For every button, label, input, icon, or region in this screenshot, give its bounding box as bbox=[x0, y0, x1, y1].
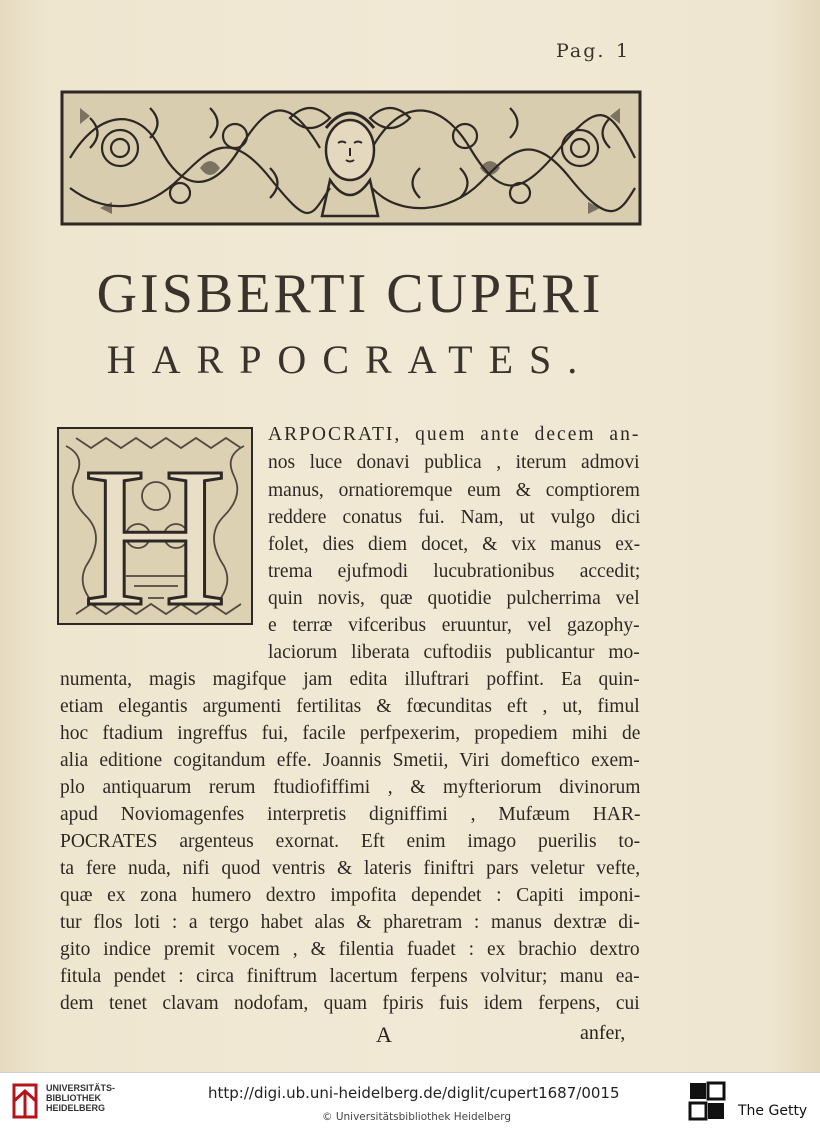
text-line: laciorum liberata cuftodiis publicantur mo- bbox=[268, 642, 640, 663]
text-line: trema ejufmodi lucubrationibus accedit; bbox=[268, 561, 641, 582]
text-line: plo antiquarum rerum ftudiofiffimi , & myfteriorum divinorum bbox=[60, 777, 641, 798]
getty-label[interactable]: The Getty bbox=[738, 1103, 808, 1119]
text-line: fitula pendet : circa finiftrum lacertum ferpens volvitur; manu ea- bbox=[60, 966, 640, 987]
headpiece-ornament bbox=[60, 88, 642, 228]
text-line: folet, dies diem docet, & vix manus ex- bbox=[268, 534, 641, 555]
library-name: UNIVERSITÄTS- BIBLIOTHEK HEIDELBERG bbox=[46, 1083, 116, 1113]
page-label: Pag. bbox=[556, 40, 606, 62]
text-line: etiam elegantis argumenti fertilitas & fœcunditas eft , ut, fimul bbox=[60, 696, 640, 717]
text-line: quin novis, quæ quotidie pulcherrima vel bbox=[268, 588, 640, 609]
text-line: gito indice premit vocem , & filentia fuadet : ex brachio dextro bbox=[60, 939, 640, 960]
viewer-footer bbox=[0, 1072, 820, 1131]
text-line: reddere conatus fui. Nam, ut vulgo dici bbox=[268, 507, 641, 528]
copyright-notice: © Universitätsbibliothek Heidelberg bbox=[322, 1111, 512, 1123]
text-line: quæ ex zona humero dextro impofita dependet : Capiti imponi- bbox=[60, 885, 641, 906]
title-work: HARPOCRATES. bbox=[106, 337, 594, 382]
decorated-initial bbox=[56, 426, 254, 626]
text-line: alia editione cogitandum effe. Joannis Smetii, Viri domeftico exem- bbox=[60, 750, 640, 771]
text-line: ARPOCRATI, quem ante decem an- bbox=[268, 424, 641, 445]
text-line: dem tenet clavam nodofam, quam fpiris fuis idem ferpens, cui bbox=[60, 993, 640, 1014]
initial-letter: H bbox=[82, 427, 228, 626]
title-author: GISBERTI CUPERI bbox=[96, 263, 604, 325]
text-line: ta fere nuda, nifi quod ventris & lateris finiftri pars veletur vefte, bbox=[60, 858, 641, 879]
text-line: hoc ftadium ingreffus fui, facile perfpexerim, propediem mihi de bbox=[60, 723, 641, 744]
text-line: manus, ornatioremque eum & comptiorem bbox=[268, 480, 640, 501]
catchword: anfer, bbox=[580, 1022, 626, 1044]
signature-mark: A bbox=[376, 1022, 392, 1047]
permalink-url[interactable]: http://digi.ub.uni-heidelberg.de/diglit/cupert1687/0015 bbox=[208, 1084, 620, 1102]
university-library-logo-icon[interactable] bbox=[10, 1081, 40, 1121]
page-number: 1 bbox=[616, 40, 629, 62]
text-line: POCRATES argenteus exornat. Eft enim imago puerilis to- bbox=[60, 831, 641, 852]
text-line: tur flos loti : a tergo habet alas & pharetram : manus dextræ di- bbox=[60, 912, 640, 933]
text-line: nos luce donavi publica , iterum admovi bbox=[268, 452, 640, 473]
text-line: apud Noviomagenfes interpretis digniffimi , Mufæum HAR- bbox=[60, 804, 641, 825]
text-line: numenta, magis magifque jam edita illuftrari poffint. Ea quin- bbox=[60, 669, 640, 690]
text-line: e terræ vifceribus eruuntur, vel gazophy- bbox=[268, 615, 640, 636]
getty-logo-icon[interactable] bbox=[688, 1081, 726, 1123]
